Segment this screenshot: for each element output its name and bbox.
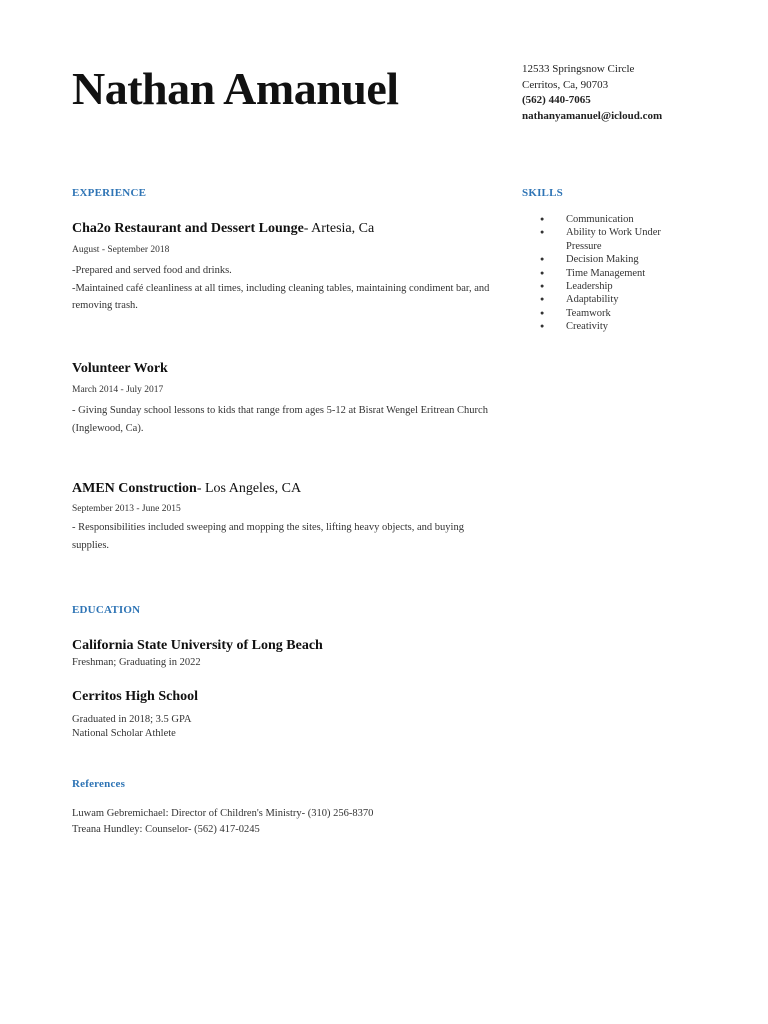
skill-item: ● Adaptability bbox=[540, 293, 680, 306]
job-description bbox=[72, 519, 490, 554]
skill-item: ● Teamwork bbox=[540, 307, 680, 320]
reference-entry: Luwam Gebremichael: Director of Children's Ministry- (310) 256-8370 bbox=[72, 808, 374, 819]
address-line-1: 12533 Springsnow Circle bbox=[522, 63, 635, 75]
school-name: Cerritos High School bbox=[72, 689, 198, 704]
job-org: Volunteer Work bbox=[72, 361, 168, 376]
skill-item: ● Ability to Work Under Pressure bbox=[540, 226, 680, 253]
skill-item: ● Creativity bbox=[540, 320, 680, 333]
job-location: - Artesia, Ca bbox=[303, 221, 375, 236]
skill-item: ● Time Management bbox=[540, 267, 680, 280]
job-org: AMEN Construction bbox=[72, 481, 197, 496]
job-description-line: - Giving Sunday school lessons to kids that range from ages 5-12 at Bisrat Wengel Eritrean Church (Inglewood, Ca). bbox=[72, 405, 488, 434]
job-dates: August - September 2018 bbox=[72, 245, 170, 255]
phone-number: (562) 440-7065 bbox=[522, 94, 591, 106]
skills-heading: SKILLS bbox=[522, 187, 563, 199]
job-title bbox=[72, 481, 301, 497]
school-detail-line: Freshman; Graduating in 2022 bbox=[72, 657, 201, 668]
job-org: Cha2o Restaurant and Dessert Lounge bbox=[72, 221, 304, 236]
school-details bbox=[72, 656, 201, 670]
job-description-line: -Prepared and served food and drinks. bbox=[72, 265, 232, 276]
contact-block bbox=[522, 62, 662, 124]
skills-list bbox=[540, 213, 680, 334]
experience-heading: EXPERIENCE bbox=[72, 187, 147, 199]
email-address: nathanyamanuel@icloud.com bbox=[522, 109, 663, 122]
job-dates: September 2013 - June 2015 bbox=[72, 504, 181, 514]
references-heading: References bbox=[72, 778, 126, 790]
job-description bbox=[72, 262, 490, 315]
school-name: California State University of Long Beach bbox=[72, 638, 323, 653]
resume-name: Nathan Amanuel bbox=[72, 63, 399, 114]
education-heading: EDUCATION bbox=[72, 604, 141, 616]
school-detail-line: National Scholar Athlete bbox=[72, 727, 176, 739]
references-list bbox=[72, 806, 373, 838]
address-line-2: Cerritos, Ca, 90703 bbox=[522, 78, 609, 91]
job-title bbox=[72, 361, 168, 377]
job-description-line: -Maintained café cleanliness at all times, including cleaning tables, maintaining condiment bar, and removing trash. bbox=[72, 282, 490, 311]
school-details bbox=[72, 713, 191, 740]
job-location: - Los Angeles, CA bbox=[196, 481, 302, 496]
skill-item: ● Leadership bbox=[540, 280, 680, 293]
job-description bbox=[72, 402, 490, 437]
job-title bbox=[72, 221, 374, 237]
job-description-line: - Responsibilities included sweeping and mopping the sites, lifting heavy objects, and buying supplies. bbox=[72, 522, 464, 551]
job-dates: March 2014 - July 2017 bbox=[72, 385, 164, 395]
skill-item: ● Decision Making bbox=[540, 253, 680, 266]
reference-entry: Treana Hundley: Counselor- (562) 417-0245 bbox=[72, 824, 260, 835]
school-detail-line: Graduated in 2018; 3.5 GPA bbox=[72, 714, 192, 725]
skill-item: ● Communication bbox=[540, 213, 680, 226]
